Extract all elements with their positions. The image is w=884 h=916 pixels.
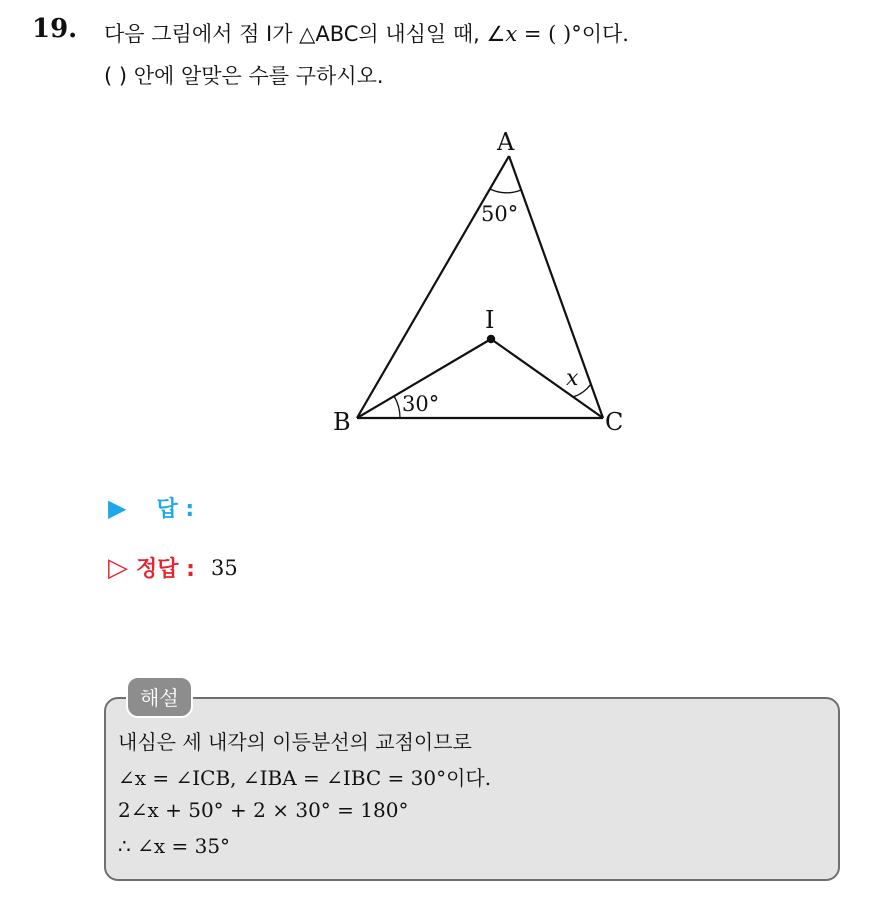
label-i: I: [485, 306, 495, 334]
explanation-line-4: ∴ ∠x = 35°: [118, 834, 231, 858]
question-equation: = ( )°이다.: [517, 22, 629, 46]
explanation-lines: [118, 726, 491, 870]
explanation-tab: 해설: [126, 676, 193, 718]
side-ab: [357, 156, 509, 418]
angle-arc-a: [490, 189, 521, 193]
explanation-line-1: 내심은 세 내각의 이등분선의 교점이므로: [118, 730, 472, 754]
angle-label-b: 30°: [402, 392, 440, 416]
side-ac: [509, 156, 603, 418]
play-arrow-icon: ▶: [108, 493, 127, 522]
explanation-line-3: 2∠x + 50° + 2 × 30° = 180°: [118, 798, 409, 822]
answer-prompt-row: [108, 492, 194, 523]
outline-arrow-icon: ▷: [108, 552, 128, 583]
label-a: A: [497, 128, 515, 156]
segment-ic: [491, 339, 603, 418]
correct-answer-label: 정답 :: [136, 557, 195, 582]
question-text-part-1: 다음 그림에서 점 I가 △ABC의 내심일 때, ∠: [104, 22, 506, 46]
incenter-point: [487, 335, 495, 343]
angle-label-c: x: [566, 366, 579, 391]
correct-answer-row: [108, 552, 238, 583]
angle-label-a: 50°: [481, 202, 519, 226]
label-b: B: [333, 408, 351, 436]
answer-prompt-label: 답 :: [156, 497, 195, 522]
correct-answer-value: 35: [210, 555, 238, 580]
question-line-2: ( ) 안에 알맞은 수를 구하시오.: [104, 64, 384, 88]
angle-arc-b: [394, 396, 400, 418]
question-number: 19.: [32, 14, 78, 44]
question-variable-x: x: [505, 22, 518, 46]
explanation-line-2: ∠x = ∠ICB, ∠IBA = ∠IBC = 30°이다.: [118, 766, 492, 790]
label-c: C: [605, 408, 624, 436]
